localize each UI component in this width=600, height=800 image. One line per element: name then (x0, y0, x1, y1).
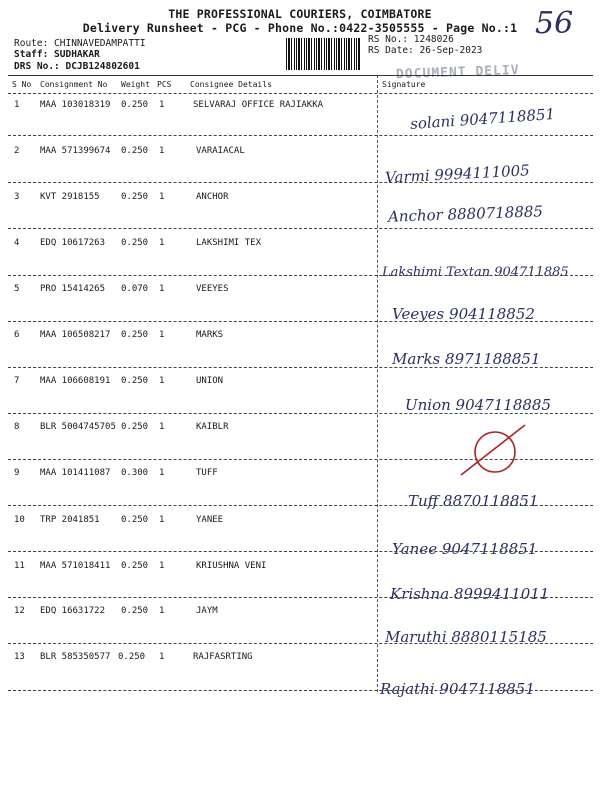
signature: Lakshimi Textan 904711885 (382, 265, 569, 280)
table-row: 3 KVT 2918155 0.250 1 ANCHOR (14, 192, 229, 202)
signature: solani 9047118851 (409, 104, 556, 134)
table-row: 12 EDQ 16631722 0.250 1 JAYM (14, 606, 218, 616)
col-pcs: PCS (157, 80, 172, 89)
col-consignee: Consignee Details (190, 80, 272, 89)
handwritten-page-number: 56 (535, 6, 574, 41)
table-row: 11 MAA 571018411 0.250 1 KRIUSHNA VENI (14, 561, 267, 571)
table-row: 7 MAA 106608191 0.250 1 UNION (14, 376, 224, 386)
table-row: 5 PRO 15414265 0.070 1 VEEYES (14, 284, 229, 294)
document-delivered-stamp: DOCUMENT DELIV (395, 63, 520, 83)
signature: Union 9047118885 (405, 396, 551, 414)
table-row: 8 BLR 5004745705 0.250 1 KAIBLR (14, 422, 229, 432)
table-row: 9 MAA 101411087 0.300 1 TUFF (14, 468, 218, 478)
company-title: THE PROFESSIONAL COURIERS, COIMBATORE (168, 7, 432, 21)
col-signature: Signature (382, 80, 426, 89)
col-sno: S No (12, 80, 32, 89)
route-label: Route: CHINNAVEDAMPATTI (14, 38, 146, 49)
drs-label: DRS No.: DCJB124802601 (14, 61, 140, 72)
signature: Anchor 8880718885 (387, 202, 544, 226)
table-row: 13 BLR 585350577 0.250 1 RAJFASRTING (14, 652, 253, 662)
col-consignment: Consignment No (40, 80, 108, 89)
signature: Krishna 8999411011 (390, 585, 550, 603)
runsheet-subtitle: Delivery Runsheet - PCG - Phone No.:0422-3505555 - Page No.:1 (82, 21, 518, 35)
table-row: 1 MAA 103018319 0.250 1 SELVARAJ OFFICE RAJIAKKA (14, 100, 324, 110)
table-top-rule (8, 75, 593, 76)
table-row: 4 EDQ 10617263 0.250 1 LAKSHIMI TEX (14, 238, 262, 248)
signature: Veeyes 904118852 (392, 305, 535, 323)
signature: Yanee 9047118851 (392, 540, 538, 558)
col-weight: Weight (121, 80, 150, 89)
signature: Varmi 9994111005 (384, 161, 531, 187)
signature: Maruthi 8880115185 (385, 628, 547, 646)
table-header-rule (8, 93, 593, 94)
signature: Rajathi 9047118851 (380, 680, 535, 698)
staff-label: Staff: SUDHAKAR (14, 49, 100, 60)
rs-date: RS Date: 26-Sep-2023 (368, 45, 483, 56)
table-row: 6 MAA 106508217 0.250 1 MARKS (14, 330, 224, 340)
rs-number: RS No.: 1248026 (368, 34, 454, 45)
barcode (286, 38, 361, 70)
table-row: 10 TRP 2041851 0.250 1 YANEE (14, 515, 224, 525)
table-row: 2 MAA 571399674 0.250 1 VARAIACAL (14, 146, 245, 156)
signature: Marks 8971188851 (392, 350, 541, 368)
signature: Tuff 8870118851 (408, 492, 539, 510)
